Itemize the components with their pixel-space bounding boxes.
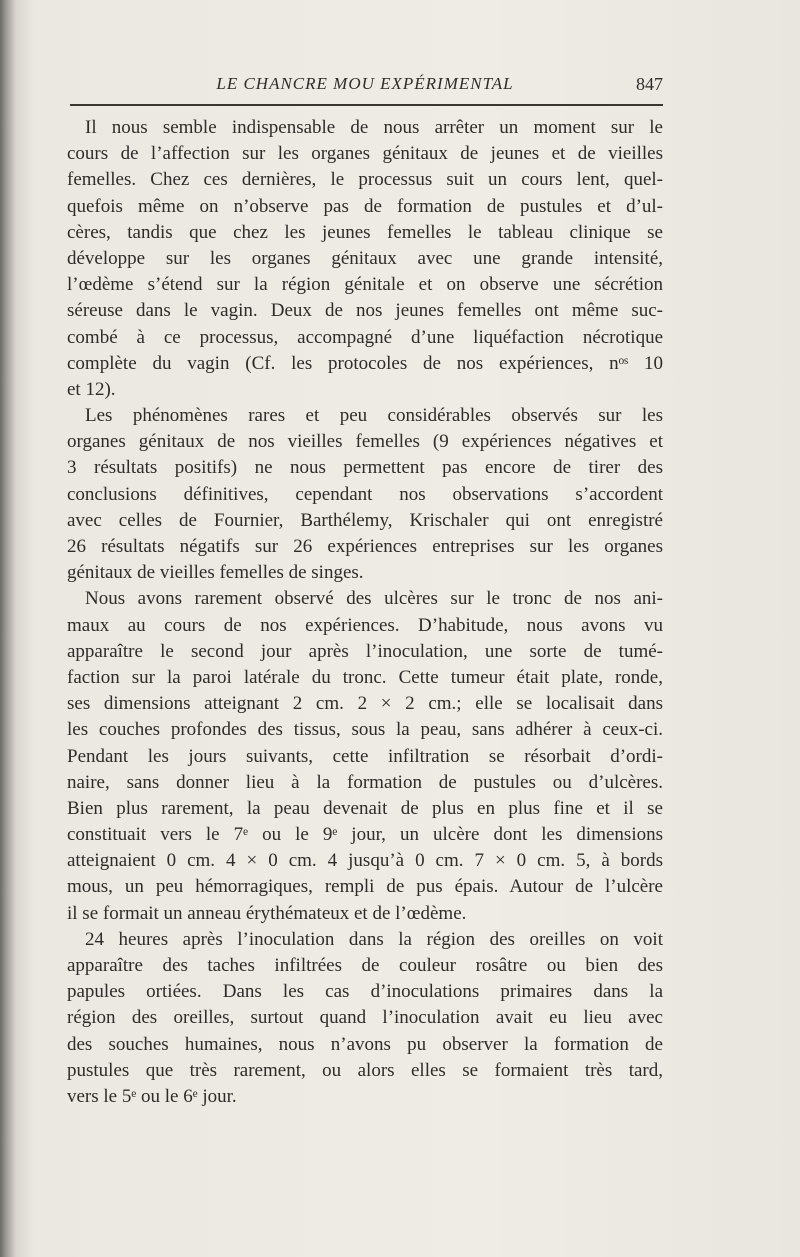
text-line: cours de l’affection sur les organes génitaux de jeunes et de vieilles (67, 143, 663, 165)
text-line: complète du vagin (Cf. les protocoles de nos expériences, nᵒˢ 10 (67, 352, 663, 374)
text-line: cères, tandis que chez les jeunes femelles le tableau clinique se (67, 221, 663, 243)
text-line: séreuse dans le vagin. Deux de nos jeunes femelles ont même suc- (67, 300, 663, 322)
text-line: développe sur les organes génitaux avec une grande intensité, (67, 247, 663, 269)
page-header (67, 72, 663, 96)
text-line: 24 heures après l’inoculation dans la région des oreilles on voit (85, 928, 663, 950)
text-line: femelles. Chez ces dernières, le processus suit un cours lent, quel- (67, 169, 663, 191)
text-line: naire, sans donner lieu à la formation de pustules ou d’ulcères. (67, 771, 663, 793)
paragraph (67, 586, 663, 926)
running-title: LE CHANCRE MOU EXPÉRIMENTAL (216, 74, 514, 93)
page-number: 847 (636, 74, 663, 94)
text-line: faction sur la paroi latérale du tronc. Cette tumeur était plate, ronde, (67, 666, 663, 688)
text-line: et 12). (67, 378, 116, 400)
text-line: l’œdème s’étend sur la région génitale et on observe une sécrétion (67, 274, 663, 296)
text-line: mous, un peu hémorragiques, rempli de pus épais. Autour de l’ulcère (67, 876, 663, 898)
paragraph (67, 403, 663, 586)
paragraph (67, 115, 663, 403)
header-rule (70, 104, 663, 106)
paragraph (67, 927, 663, 1110)
text-line: apparaître le second jour après l’inoculation, une sorte de tumé- (67, 640, 663, 662)
text-line: quefois même on n’observe pas de formation de pustules et d’ul- (67, 195, 663, 217)
text-line: ses dimensions atteignant 2 cm. 2 × 2 cm.; elle se localisait dans (67, 693, 663, 715)
text-line: 26 résultats négatifs sur 26 expériences entreprises sur les organes (67, 536, 663, 557)
text-line: pustules que très rarement, ou alors elles se formaient très tard, (67, 1059, 663, 1081)
text-line: constituait vers le 7ᵉ ou le 9ᵉ jour, un ulcère dont les dimensions (67, 824, 663, 846)
text-line: combé à ce processus, accompagné d’une liquéfaction nécrotique (67, 326, 663, 348)
text-line: Il nous semble indispensable de nous arrêter un moment sur le (85, 117, 663, 138)
text-line: conclusions définitives, cependant nos observations s’accordent (67, 483, 663, 505)
text-line: Pendant les jours suivants, cette infiltration se résorbait d’ordi- (67, 745, 663, 767)
text-line: maux au cours de nos expériences. D’habitude, nous avons vu (67, 614, 663, 636)
text-line: vers le 5ᵉ ou le 6ᵉ jour. (67, 1085, 237, 1107)
text-line: des souches humaines, nous n’avons pu observer la formation de (67, 1033, 663, 1055)
text-line: atteignaient 0 cm. 4 × 0 cm. 4 jusqu’à 0 cm. 7 × 0 cm. 5, à bords (67, 850, 663, 872)
text-line: génitaux de vieilles femelles de singes. (67, 562, 364, 584)
text-line: papules ortiées. Dans les cas d’inoculations primaires dans la (67, 981, 663, 1003)
text-line: apparaître des taches infiltrées de couleur rosâtre ou bien des (67, 955, 663, 976)
text-line: il se formait un anneau érythémateux et de l’œdème. (67, 902, 467, 924)
text-line: Les phénomènes rares et peu considérables observés sur les (85, 405, 663, 427)
text-line: organes génitaux de nos vieilles femelles (9 expériences négatives et (67, 431, 663, 453)
text-line: avec celles de Fournier, Barthélemy, Krischaler qui ont enregistré (67, 509, 663, 531)
text-line: région des oreilles, surtout quand l’inoculation avait eu lieu avec (67, 1007, 663, 1029)
text-line: Nous avons rarement observé des ulcères sur le tronc de nos ani- (85, 588, 663, 610)
text-line: Bien plus rarement, la peau devenait de plus en plus fine et il se (67, 797, 663, 819)
text-line: 3 résultats positifs) ne nous permettent pas encore de tirer des (67, 457, 663, 479)
body-text (67, 115, 663, 1110)
text-line: les couches profondes des tissus, sous la peau, sans adhérer à ceux-ci. (67, 719, 663, 741)
